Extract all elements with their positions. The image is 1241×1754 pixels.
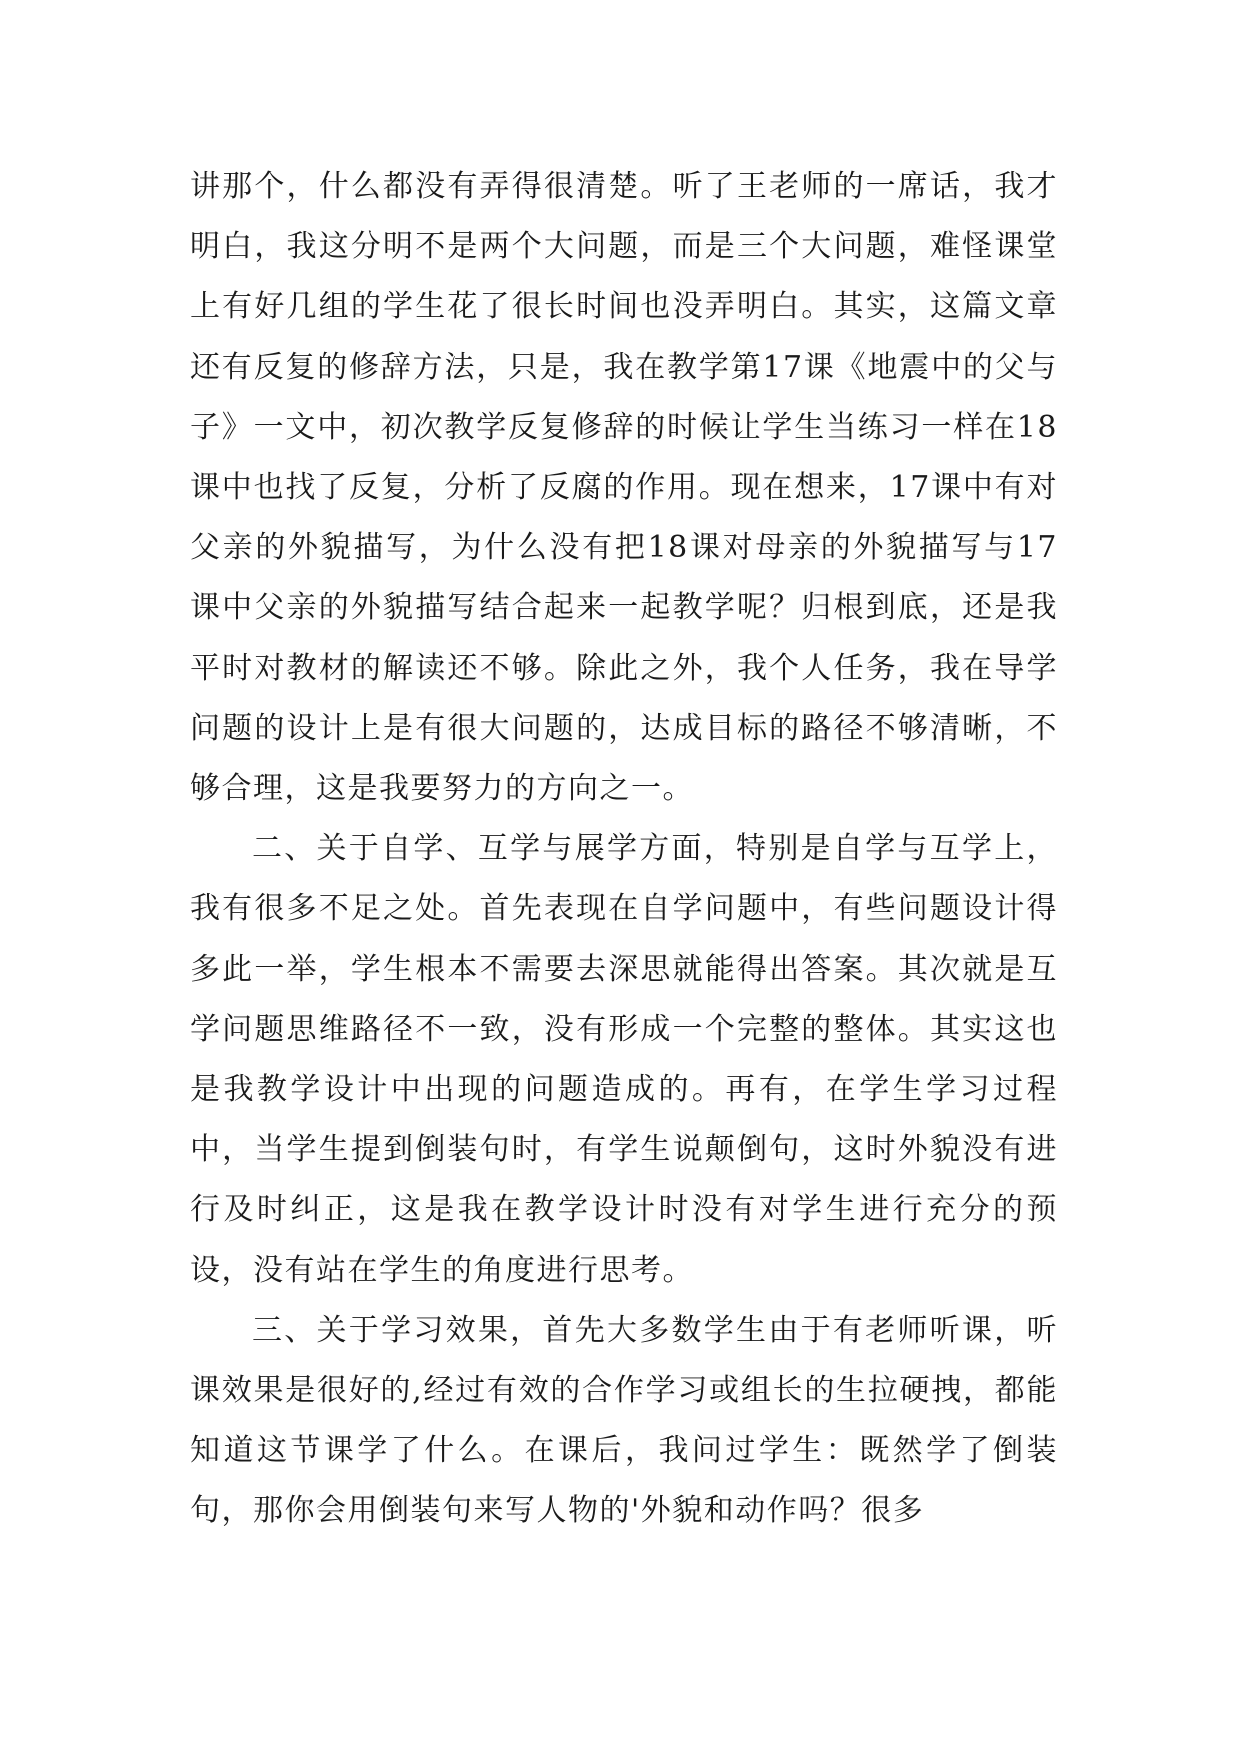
- paragraph-section-two: 二、关于自学、互学与展学方面，特别是自学与互学上，我有很多不足之处。首先表现在自学问题中，有些问题设计得多此一举，学生根本不需要去深思就能得出答案。其次就是互学问题思维路径不一致，没有形成一个完整的整体。其实这也是我教学设计中出现的问题造成的。再有，在学生学习过程中，当学生提到倒装句时，有学生说颠倒句，这时外貌没有进行及时纠正，这是我在教学设计时没有对学生进行充分的预设，没有站在学生的角度进行思考。: [190, 831, 1058, 1288]
- paragraph-section-three: 三、关于学习效果，首先大多数学生由于有老师听课，听课效果是很好的,经过有效的合作学习或组长的生拉硬拽，都能知道这节课学了什么。在课后，我问过学生：既然学了倒装句，那你会用倒装句来写人物的'外貌和动作吗？很多: [190, 1312, 1058, 1529]
- paragraph-continuation: 讲那个，什么都没有弄得很清楚。听了王老师的一席话，我才明白，我这分明不是两个大问题，而是三个大问题，难怪课堂上有好几组的学生花了很长时间也没弄明白。其实，这篇文章还有反复的修辞方法，只是，我在教学第17课《地震中的父与子》一文中，初次教学反复修辞的时候让学生当练习一样在18课中也找了反复，分析了反腐的作用。现在想来，17课中有对父亲的外貌描写，为什么没有把18课对母亲的外貌描写与17课中父亲的外貌描写结合起来一起教学呢？归根到底，还是我平时对教材的解读还不够。除此之外，我个人任务，我在导学问题的设计上是有很大问题的，达成目标的路径不够清晰，不够合理，这是我要努力的方向之一。: [190, 169, 1058, 807]
- document-body: [190, 157, 1058, 1542]
